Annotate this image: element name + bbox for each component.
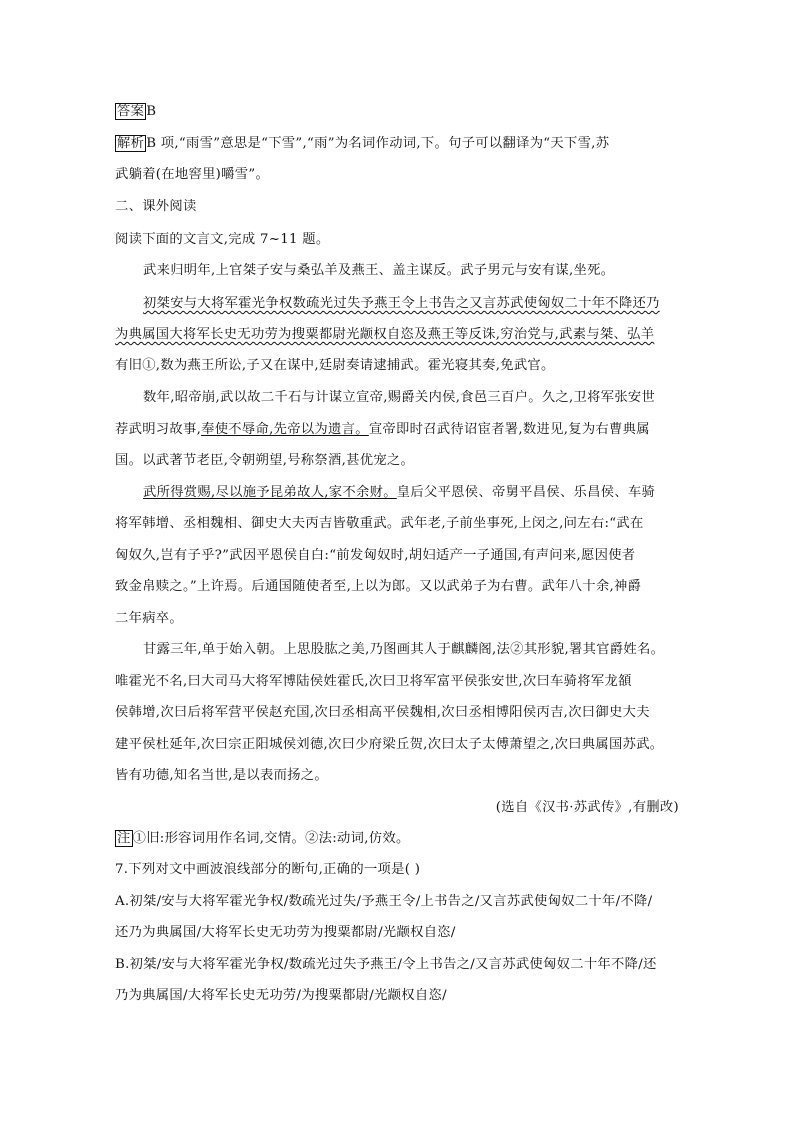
text-segment: 皇后父平恩侯、帝舅平昌侯、乐昌侯、车骑: [396, 485, 656, 500]
note-text: ①旧:形容词用作名词,交情。②法:动词,仿效。: [132, 831, 410, 846]
underlined-sentence-2: 武所得赏赐,尽以施予昆弟故人,家不余财。: [143, 485, 397, 500]
question-stem: 7.下列对文中画波浪线部分的断句,正确的一项是( ): [115, 862, 421, 877]
answer-tag: 答案: [117, 104, 145, 119]
analysis-text-1: B 项,“雨雪”意思是“下雪”,“雨”为名词作动词,下。句子可以翻译为“天下雪,苏: [146, 136, 610, 151]
passage-p2-line-1: [143, 295, 660, 313]
passage-paragraph-1: 武来归明年,上官桀子安与桑弘羊及燕王、盖主谋反。武子男元与安有谋,坐死。: [143, 263, 615, 278]
wavy-underlined-text-1: 初桀安与大将军霍光争权数疏光过失予燕王令上书告之又言苏武使匈奴二十年不降还乃: [143, 296, 660, 311]
passage-p2-line-2: [115, 326, 654, 344]
underlined-sentence-1: 奉使不辱命,先帝以为遗言。: [201, 422, 369, 437]
passage-p5-line-3: 侯韩增,次曰后将军营平侯赵充国,次曰丞相高平侯魏相,次曰丞相博阳侯丙吉,次曰御史大夫: [115, 705, 650, 720]
text-segment: 宣帝即时召武待诏宦者署,数进见,复为右曹典属: [368, 422, 650, 437]
note-tag: 注: [117, 831, 131, 846]
passage-p4-line-5: 二年病卒。: [115, 611, 183, 626]
option-a-line-1: A.初桀/安与大将军霍光争权/数疏光过失/予燕王令/上书告之/又言苏武使匈奴二十年/不降/: [115, 894, 653, 909]
answer-line: [115, 103, 156, 121]
passage-p3-line-3: 国。以武著节老臣,令朝朔望,号称祭酒,甚优宠之。: [115, 453, 415, 468]
analysis-line-1: [115, 135, 609, 153]
analysis-tag: 解析: [117, 136, 145, 151]
passage-p5-line-2: 唯霍光不名,曰大司马大将军博陆侯姓霍氏,次曰卫将军富平侯张安世,次曰车骑将军龙頟: [115, 674, 632, 689]
passage-p4-line-1: [143, 484, 655, 502]
answer-value: B: [146, 104, 157, 119]
passage-p3-line-1: 数年,昭帝崩,武以故二千石与计谋立宣帝,赐爵关内侯,食邑三百户。久之,卫将军张安世: [143, 390, 656, 405]
passage-p2-line-3: 有旧①,数为燕王所讼,子又在谋中,廷尉奏请逮捕武。霍光寝其奏,免武官。: [115, 358, 555, 373]
passage-p5-line-4: 建平侯杜延年,次曰宗正阳城侯刘德,次曰少府梁丘贺,次曰太子太傅萧望之,次曰典属国苏武。: [115, 737, 664, 752]
option-b-line-2: 乃为典属国/大将军长史无功劳/为搜粟都尉/光颛权自恣/: [115, 988, 447, 1003]
passage-p5-line-1: 甘露三年,单于始入朝。上思股肱之美,乃图画其人于麒麟阁,法②其形貌,署其官爵姓名。: [143, 642, 665, 657]
passage-p3-line-2: [115, 421, 650, 439]
instruction: 阅读下面的文言文,完成 7~11 题。: [115, 232, 330, 247]
passage-p4-line-2: 将军韩增、丞相魏相、御史大夫丙吉皆敬重武。武年老,子前坐事死,上闵之,问左右:“武在: [115, 516, 644, 531]
option-a-line-2: 还乃为典属国/大将军长史无功劳为搜粟都尉/光颛权自恣/: [115, 925, 456, 940]
section-title: 二、课外阅读: [115, 199, 197, 214]
analysis-line-2: 武躺着(在地窖里)嚼雪”。: [115, 167, 270, 182]
passage-p5-line-5: 皆有功德,知名当世,是以表而扬之。: [115, 768, 329, 783]
wavy-underlined-text-2: 为典属国大将军长史无功劳为搜粟都尉光颛权自恣及燕王等反诛,穷治党与,武素与桀、弘羊: [115, 327, 655, 342]
passage-p4-line-3: 匈奴久,岂有子乎?”武因平恩侯自白:“前发匈奴时,胡妇适产一子通国,有声问来,愿因使者: [115, 548, 636, 563]
option-b-line-1: B.初桀/安与大将军霍光争权/数疏光过失予燕王/令上书告之/又言苏武使匈奴二十年不降/还: [115, 957, 657, 972]
source-citation: (选自《汉书·苏武传》,有删改): [495, 800, 679, 815]
passage-p4-line-4: 致金帛赎之。”上许焉。后通国随使者至,上以为郎。又以武弟子为右曹。武年八十余,神爵: [115, 579, 642, 594]
text-segment: 荐武明习故事,: [115, 422, 202, 437]
note-line: [115, 830, 410, 848]
